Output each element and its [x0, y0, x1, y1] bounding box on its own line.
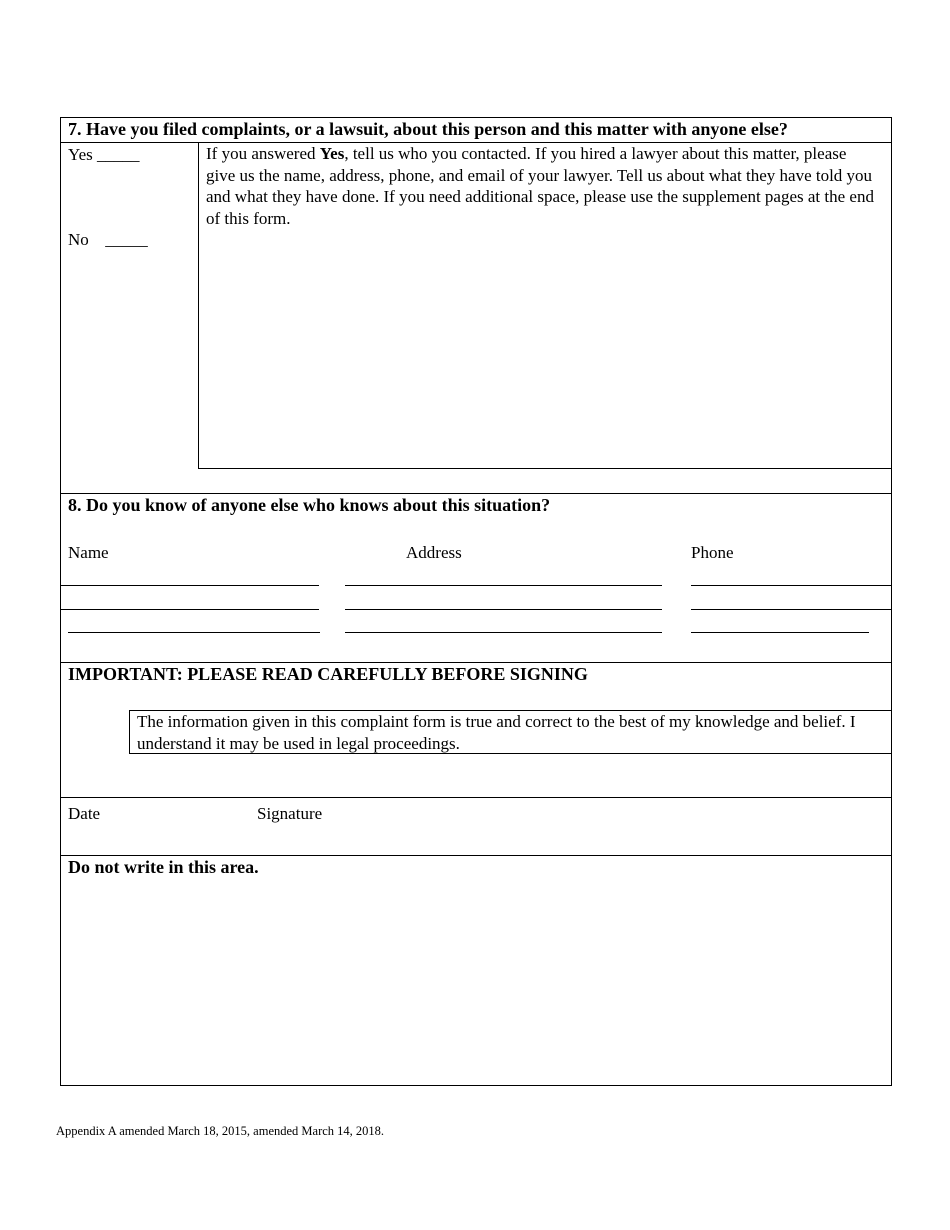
date-label: Date [68, 804, 101, 823]
contact-row-1-phone-line[interactable] [691, 585, 892, 586]
yes-label: Yes [68, 145, 93, 164]
signature-top-divider [60, 797, 892, 798]
q7-instructions-rest: , tell us who you contacted. If you hired a lawyer about this matter, please give us the name, address, phone, and email of your lawyer. Tell us about what they have told you and what they have done. If you need additional space, please use the supplement pages at the end of this form. [206, 144, 874, 228]
office-use-heading: Do not write in this area. [68, 857, 259, 877]
question-7-title: 7. Have you filed complaints, or a lawsuit, about this person and this matter with anyone else? [68, 119, 788, 139]
column-header-address: Address [406, 543, 462, 562]
answer-box-bottom-border [198, 468, 892, 469]
column-header-name: Name [68, 543, 109, 562]
answer-no-option[interactable] [68, 229, 148, 250]
question-8-title: 8. Do you know of anyone else who knows about this situation? [68, 495, 551, 515]
no-label: No [68, 230, 89, 249]
signature-field[interactable] [335, 800, 885, 850]
yes-blank[interactable]: _____ [97, 145, 140, 164]
contact-row-2-address-line[interactable] [345, 609, 662, 610]
column-header-phone: Phone [691, 543, 734, 562]
form-border-left [60, 117, 61, 1086]
q7-instructions-prefix: If you answered [206, 144, 320, 163]
answer-yes-option[interactable] [68, 144, 140, 165]
form-border-bottom [60, 1085, 892, 1086]
date-field[interactable] [110, 800, 245, 850]
footer-amendment-note: Appendix A amended March 18, 2015, amended March 14, 2018. [56, 1124, 385, 1138]
contact-row-1-name-line[interactable] [60, 585, 319, 586]
q7-instructions-bold: Yes [319, 144, 345, 163]
contact-row-1-address-line[interactable] [345, 585, 662, 586]
important-heading: IMPORTANT: PLEASE READ CAREFULLY BEFORE SIGNING [68, 664, 588, 684]
form-border-right [891, 117, 892, 1086]
q7-answer-box[interactable] [206, 143, 878, 463]
declaration-statement: The information given in this complaint form is true and correct to the best of my knowledge and belief. I understand it may be used in legal proceedings. [137, 712, 856, 753]
contact-row-2-phone-line[interactable] [691, 609, 892, 610]
contact-row-3-phone-line[interactable] [691, 632, 869, 633]
signature-label: Signature [257, 804, 323, 823]
contact-row-3-name-line[interactable] [68, 632, 320, 633]
answer-box-left-border [198, 142, 199, 469]
no-blank[interactable]: _____ [105, 230, 148, 249]
contact-row-3-address-line[interactable] [345, 632, 662, 633]
contact-row-2-name-line[interactable] [60, 609, 319, 610]
